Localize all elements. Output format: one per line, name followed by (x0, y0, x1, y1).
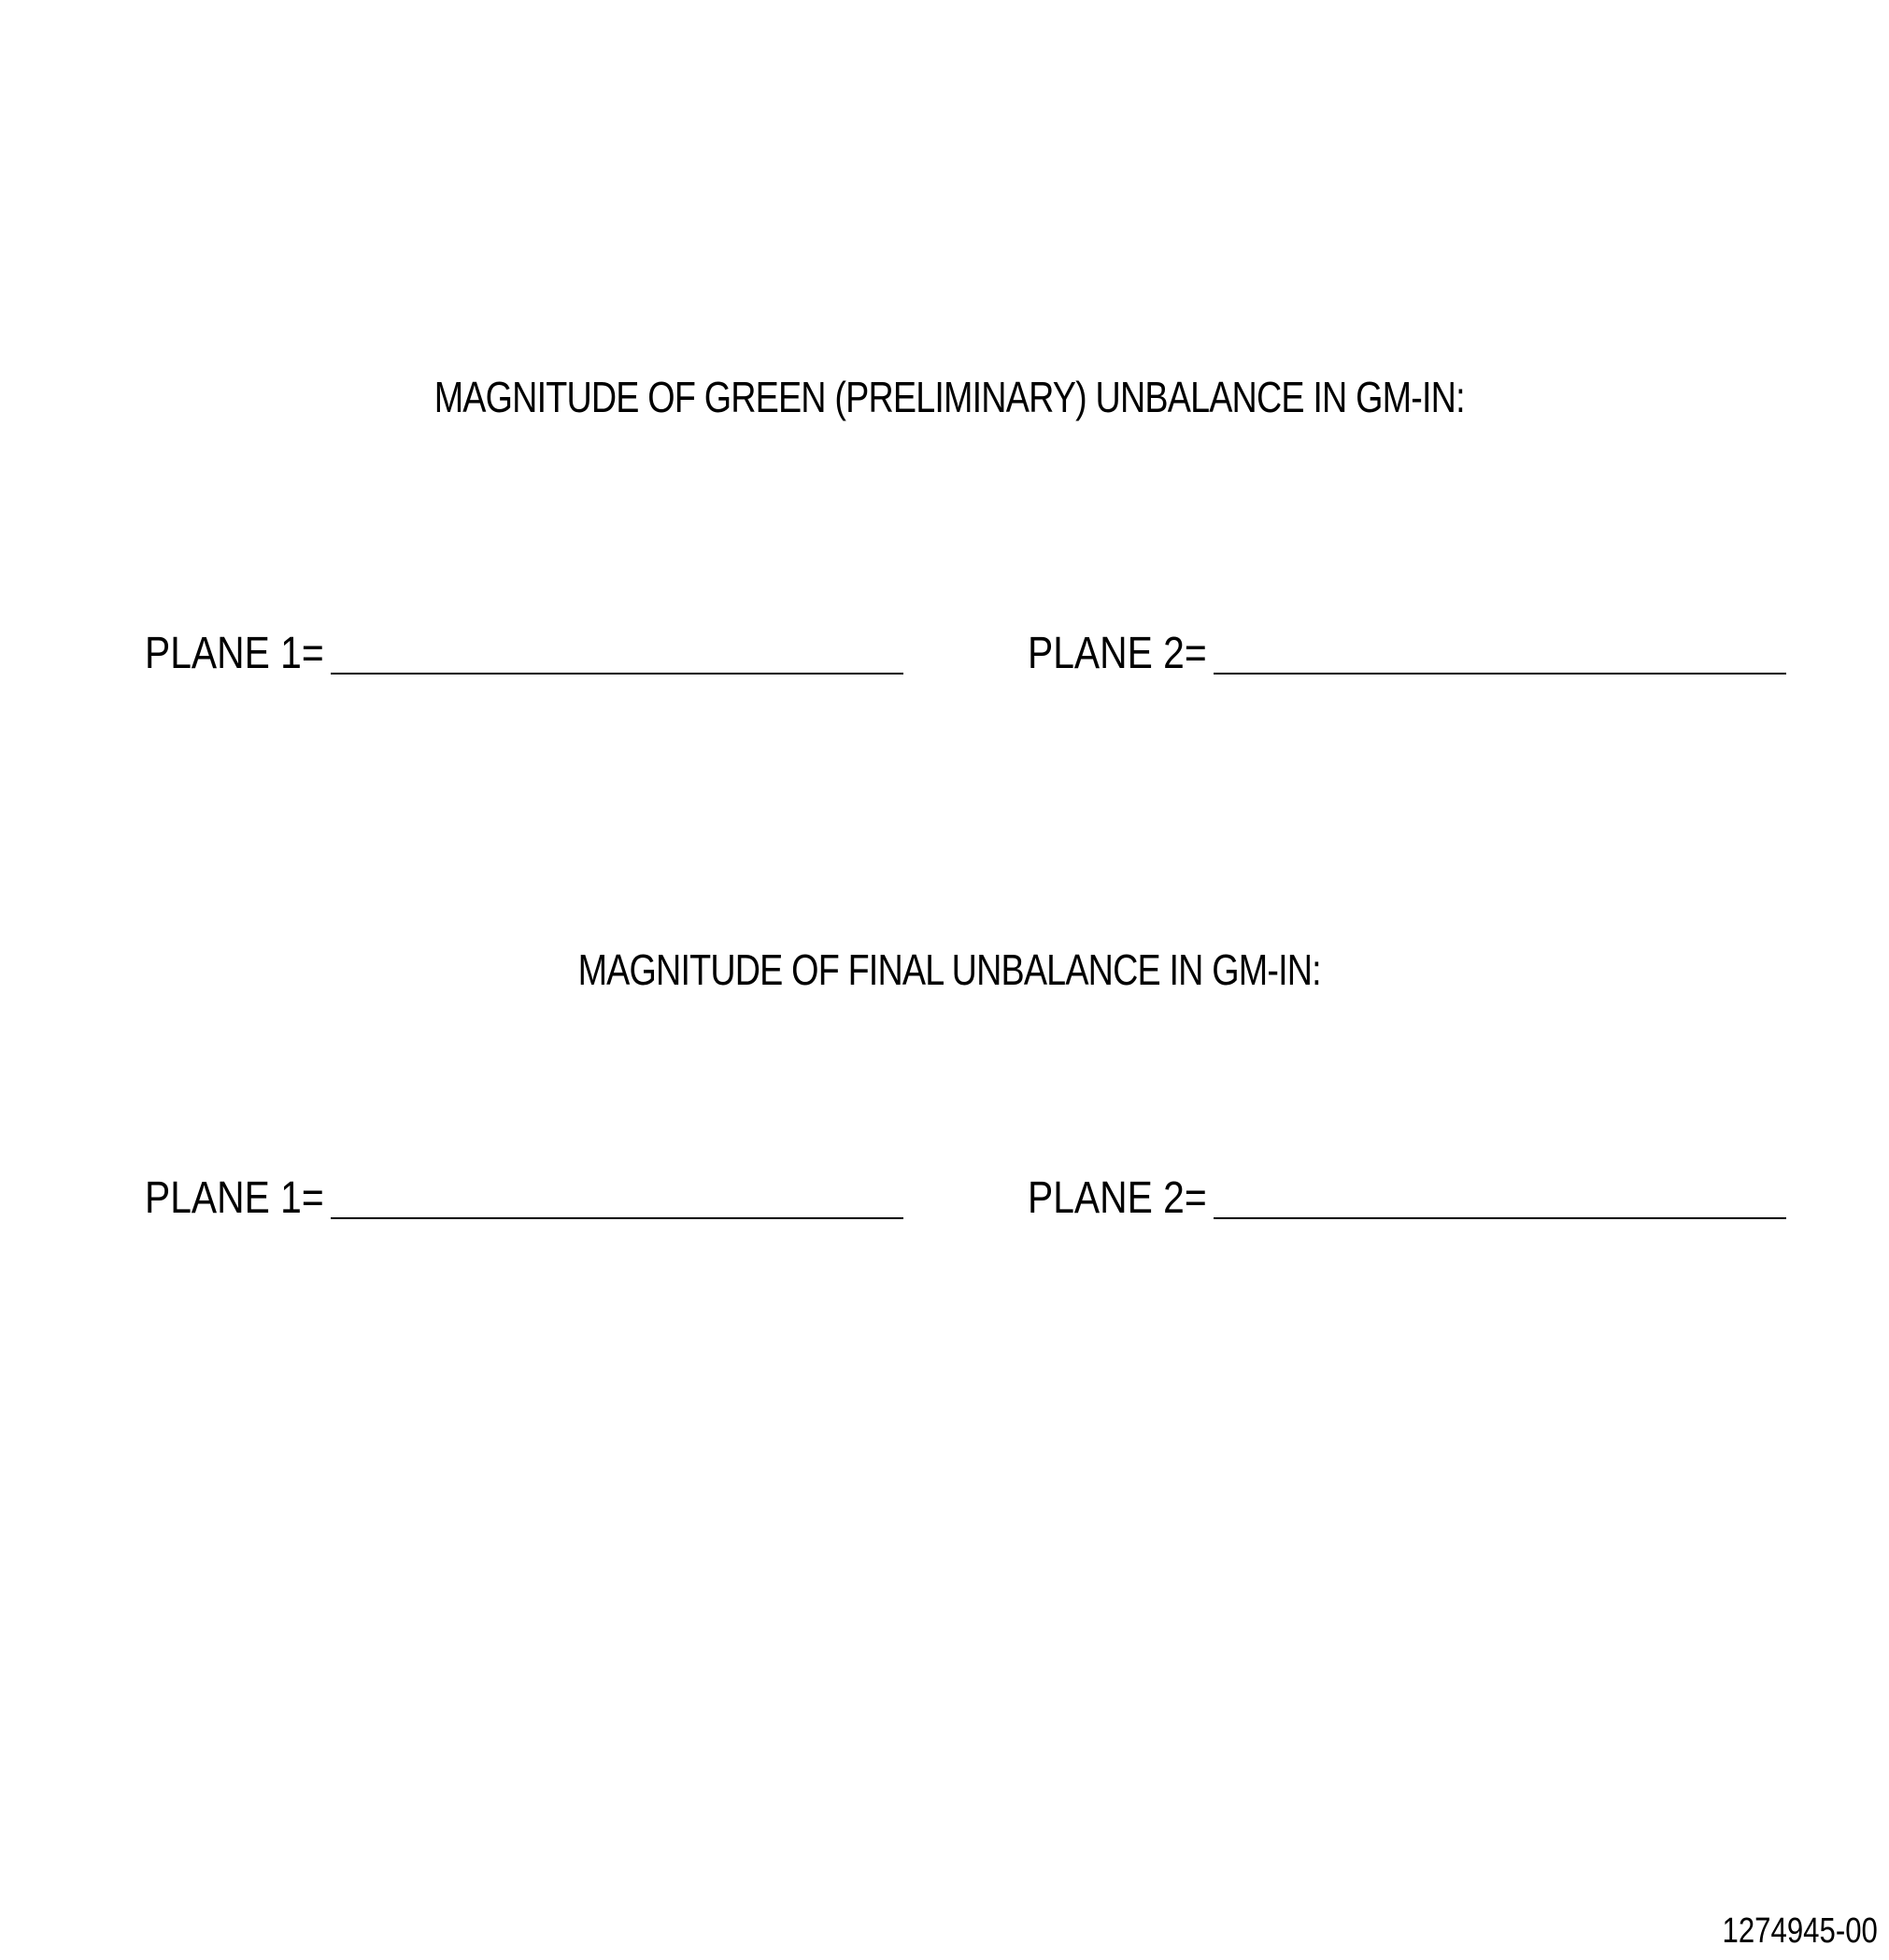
final-plane-2-blank-line (1214, 1217, 1786, 1219)
green-plane-1-label: PLANE 1= (145, 629, 324, 678)
green-plane-2-blank-line (1214, 673, 1786, 675)
green-plane-1-field (145, 617, 903, 682)
green-plane-1-blank-line (331, 673, 903, 675)
green-plane-2-field (1028, 617, 1786, 682)
final-plane-1-label: PLANE 1= (145, 1173, 324, 1223)
final-plane-2-label: PLANE 2= (1028, 1173, 1207, 1223)
green-unbalance-heading: MAGNITUDE OF GREEN (PRELIMINARY) UNBALANCE IN GM-IN: (433, 373, 1465, 421)
final-unbalance-heading: MAGNITUDE OF FINAL UNBALANCE IN GM-IN: (577, 945, 1321, 994)
final-plane-1-blank-line (331, 1217, 903, 1219)
green-plane-2-label: PLANE 2= (1028, 629, 1207, 678)
final-plane-2-field (1028, 1161, 1786, 1227)
document-number: 1274945-00 (1722, 1911, 1878, 1951)
final-plane-1-field (145, 1161, 903, 1227)
